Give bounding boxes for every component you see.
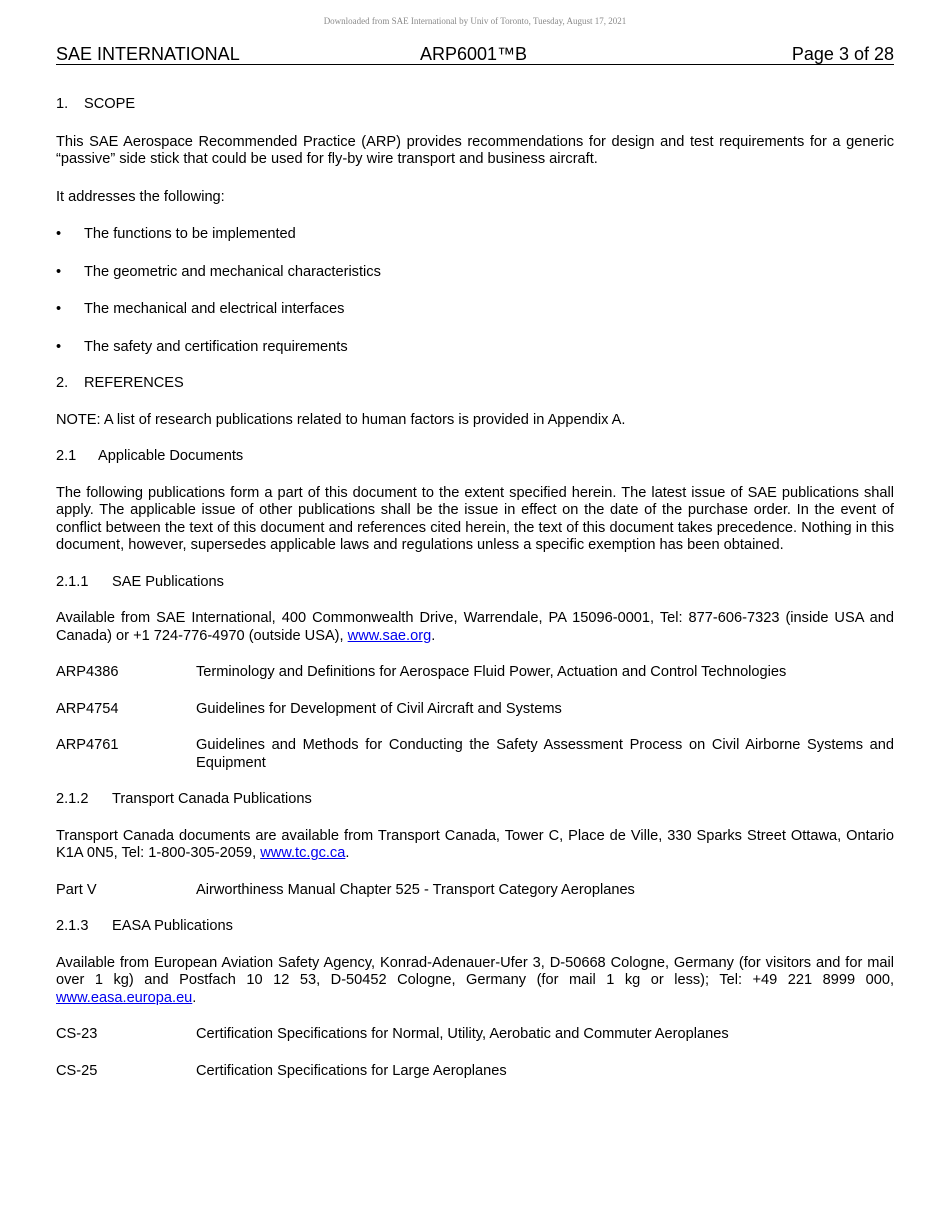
bullet-dot: • [56, 338, 62, 355]
period: . [431, 627, 436, 644]
bullet-dot: • [56, 301, 62, 317]
section-number: 2.1.1 [56, 573, 89, 590]
section-references-heading [56, 375, 894, 393]
section-number: 2.1 [56, 448, 77, 464]
header-org: SAE INTERNATIONAL [56, 44, 240, 64]
bullet-text: The functions to be implemented [84, 226, 296, 242]
period: . [192, 989, 197, 1006]
header-doc-id: ARP6001™B [420, 44, 528, 64]
section-number: 1. [56, 96, 69, 112]
reference-code: ARP4386 [56, 664, 119, 680]
reference-title: Certification Specifications for Normal, Utility, Aerobatic and Commuter Aeroplanes [196, 1026, 729, 1042]
scope-paragraph: This SAE Aerospace Recommended Practice (ARP) provides recommendations for design and test requirements for a generic “passive” side stick that could be used for fly-by wire transport and business aircraft. [56, 133, 894, 167]
reference-row [56, 701, 894, 719]
reference-code: CS-25 [56, 1062, 98, 1079]
reference-title: Terminology and Definitions for Aerospace Fluid Power, Actuation and Control Technologies [196, 664, 787, 680]
tc-website-link[interactable]: www.tc.gc.ca [260, 845, 346, 861]
section-number: 2.1.2 [56, 791, 89, 807]
bullet-text: The geometric and mechanical characteristics [84, 263, 381, 280]
reference-code: Part V [56, 881, 97, 898]
bullet-text: The safety and certification requirements [84, 338, 348, 355]
bullet-dot: • [56, 226, 62, 242]
reference-row [56, 1026, 894, 1044]
reference-row [56, 1063, 894, 1081]
easa-availability-text: Available from European Aviation Safety Agency, Konrad-Adenauer-Ufer 3, D-50668 Cologne, Germany (for visitors and for mail over 1 kg) and Postfach 10 12 53, D-50452 Cologne, Germany (for mail 1 kg or less); Tel: +49 221 8999 000, [56, 954, 894, 988]
section-easa-heading [56, 918, 894, 936]
easa-availability-paragraph [56, 955, 894, 1008]
section-title: Transport Canada Publications [112, 791, 312, 807]
references-note: NOTE: A list of research publications related to human factors is provided in Appendix A. [56, 411, 626, 428]
reference-row [56, 664, 894, 682]
reference-code: ARP4761 [56, 737, 119, 753]
reference-title: Certification Specifications for Large Aeroplanes [196, 1062, 507, 1079]
section-title: SAE Publications [112, 573, 224, 590]
period: . [345, 845, 350, 861]
section-scope-heading [56, 96, 894, 114]
reference-row [56, 882, 894, 900]
bullet-item [56, 264, 894, 282]
section-title: REFERENCES [84, 375, 184, 391]
reference-title: Guidelines for Development of Civil Aircraft and Systems [196, 700, 562, 717]
sae-availability-text: Available from SAE International, 400 Commonwealth Drive, Warrendale, PA 15096-0001, Tel: 877-606-7323 (inside USA and Canada) or +1 724-776-4970 (outside USA), [56, 610, 894, 644]
page-header [56, 44, 894, 65]
reference-title: Airworthiness Manual Chapter 525 - Transport Category Aeroplanes [196, 881, 635, 898]
download-watermark: Downloaded from SAE International by Univ of Toronto, Tuesday, August 17, 2021 [323, 16, 627, 26]
section-number: 2. [56, 375, 69, 391]
bullet-text: The mechanical and electrical interfaces [84, 301, 345, 317]
bullet-item [56, 301, 894, 319]
reference-code: ARP4754 [56, 700, 119, 717]
sae-website-link[interactable]: www.sae.org [347, 627, 432, 644]
tc-availability-paragraph [56, 828, 894, 863]
section-title: EASA Publications [112, 918, 233, 934]
section-tc-heading [56, 791, 894, 809]
reference-title: Guidelines and Methods for Conducting the Safety Assessment Process on Civil Airborne Systems and Equipment [196, 737, 894, 771]
tc-availability-text: Transport Canada documents are available from Transport Canada, Tower C, Place de Ville, 330 Sparks Street Ottawa, Ontario K1A 0N5, Tel: 1-800-305-2059, [56, 827, 894, 861]
section-number: 2.1.3 [56, 918, 89, 934]
scope-intro: It addresses the following: [56, 188, 225, 205]
reference-row [56, 737, 894, 772]
section-applicable-heading [56, 448, 894, 466]
bullet-item [56, 226, 894, 244]
section-sae-heading [56, 574, 894, 592]
bullet-item [56, 339, 894, 357]
section-title: SCOPE [84, 96, 136, 112]
bullet-dot: • [56, 263, 62, 280]
section-title: Applicable Documents [98, 448, 244, 464]
document-body [56, 96, 894, 1080]
applicable-paragraph: The following publications form a part of this document to the extent specified herein. The latest issue of SAE publications shall apply. The applicable issue of other publications shall be the issue in effect on the date of the purchase order. In the event of conflict between the text of this document and references cited herein, the text of this document takes precedence. Nothing in this document, however, supersedes applicable laws and regulations unless a specific exemption has been obtained. [56, 484, 894, 553]
sae-availability-paragraph [56, 610, 894, 645]
easa-website-link[interactable]: www.easa.europa.eu [56, 989, 193, 1006]
reference-code: CS-23 [56, 1026, 98, 1042]
header-page-number: Page 3 of 28 [791, 44, 894, 64]
